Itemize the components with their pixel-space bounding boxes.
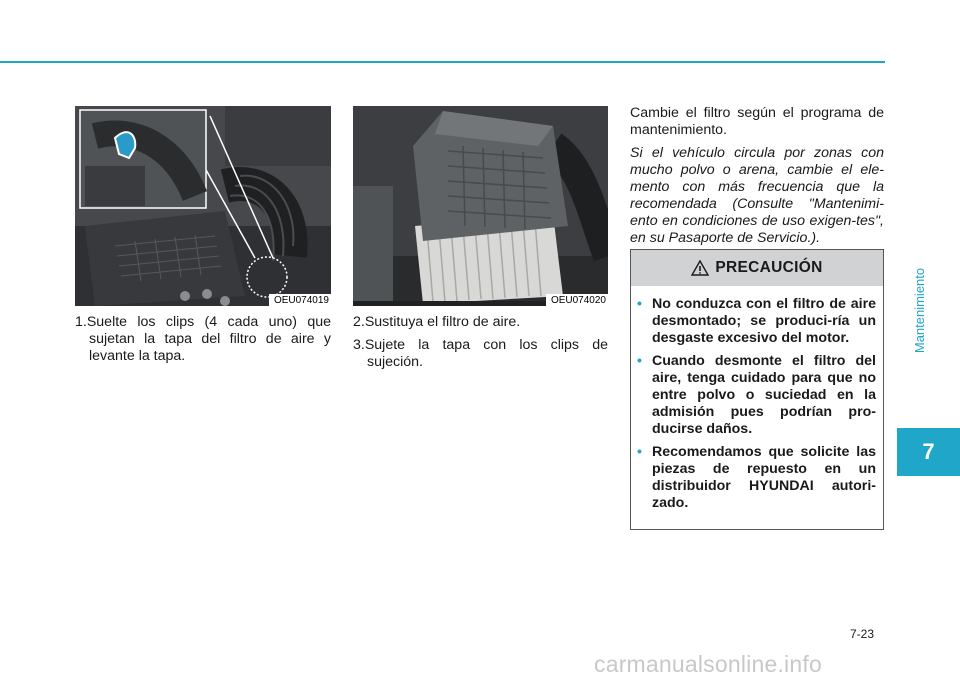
step-3: 3.Sujete la tapa con los clips de sujeción.	[353, 337, 608, 370]
engine-bay-photo-2	[353, 106, 608, 306]
watermark: carmanualsonline.info	[594, 651, 822, 677]
bullet-icon: •	[637, 444, 642, 460]
caution-item-text: Cuando desmonte el filtro del aire, tenga cuidado para que no entre polvo o suciedad en la admisión pues podrían pro-ducirse daños.	[652, 353, 876, 437]
caution-list	[631, 286, 883, 512]
chapter-number: 7	[922, 439, 935, 464]
caution-item-text: Recomendamos que solicite las piezas de repuesto en un distribuidor HYUNDAI autori-zado.	[652, 444, 876, 511]
caution-box	[630, 249, 884, 530]
caution-title: PRECAUCIÓN	[715, 259, 823, 276]
caution-item	[637, 296, 876, 347]
caution-item	[637, 444, 876, 512]
figure-code: OEU074019	[269, 294, 331, 306]
replacement-schedule-text: Cambie el filtro según el programa de mantenimiento.	[630, 105, 884, 138]
caution-header	[631, 250, 883, 286]
step-2: 2.Sustituya el filtro de aire.	[353, 314, 521, 330]
section-side-label	[895, 190, 945, 430]
steps-column-1	[75, 314, 331, 371]
steps-column-2	[353, 314, 608, 377]
warning-triangle-icon	[691, 260, 709, 276]
figure-air-filter-clips	[75, 106, 331, 306]
step-1: 1.Suelte los clips (4 cada uno) que sujetan la tapa del filtro de aire y levante la tapa.	[75, 314, 331, 364]
dusty-conditions-note: Si el vehículo circula por zonas con mucho polvo o arena, cambie el ele-mento con más frecuencia que la recomendada (Consulte "Mantenimi-ento en condiciones de uso exigen-tes", en su Pasaporte de Servicio.).	[630, 145, 884, 246]
bullet-icon: •	[637, 296, 642, 312]
caution-item	[637, 353, 876, 438]
section-name: Mantenimiento	[912, 267, 928, 353]
figure-air-filter	[353, 106, 608, 306]
maintenance-notes	[630, 105, 884, 253]
figure-code: OEU074020	[546, 294, 608, 306]
page-number: 7-23	[850, 627, 875, 641]
bullet-icon: •	[637, 353, 642, 369]
header-rule	[0, 61, 885, 63]
chapter-tab[interactable]	[897, 428, 960, 476]
caution-item-text: No conduzca con el filtro de aire desmontado; se produci-ría un desgaste excesivo del motor.	[652, 296, 876, 346]
engine-bay-photo-1	[75, 106, 331, 306]
